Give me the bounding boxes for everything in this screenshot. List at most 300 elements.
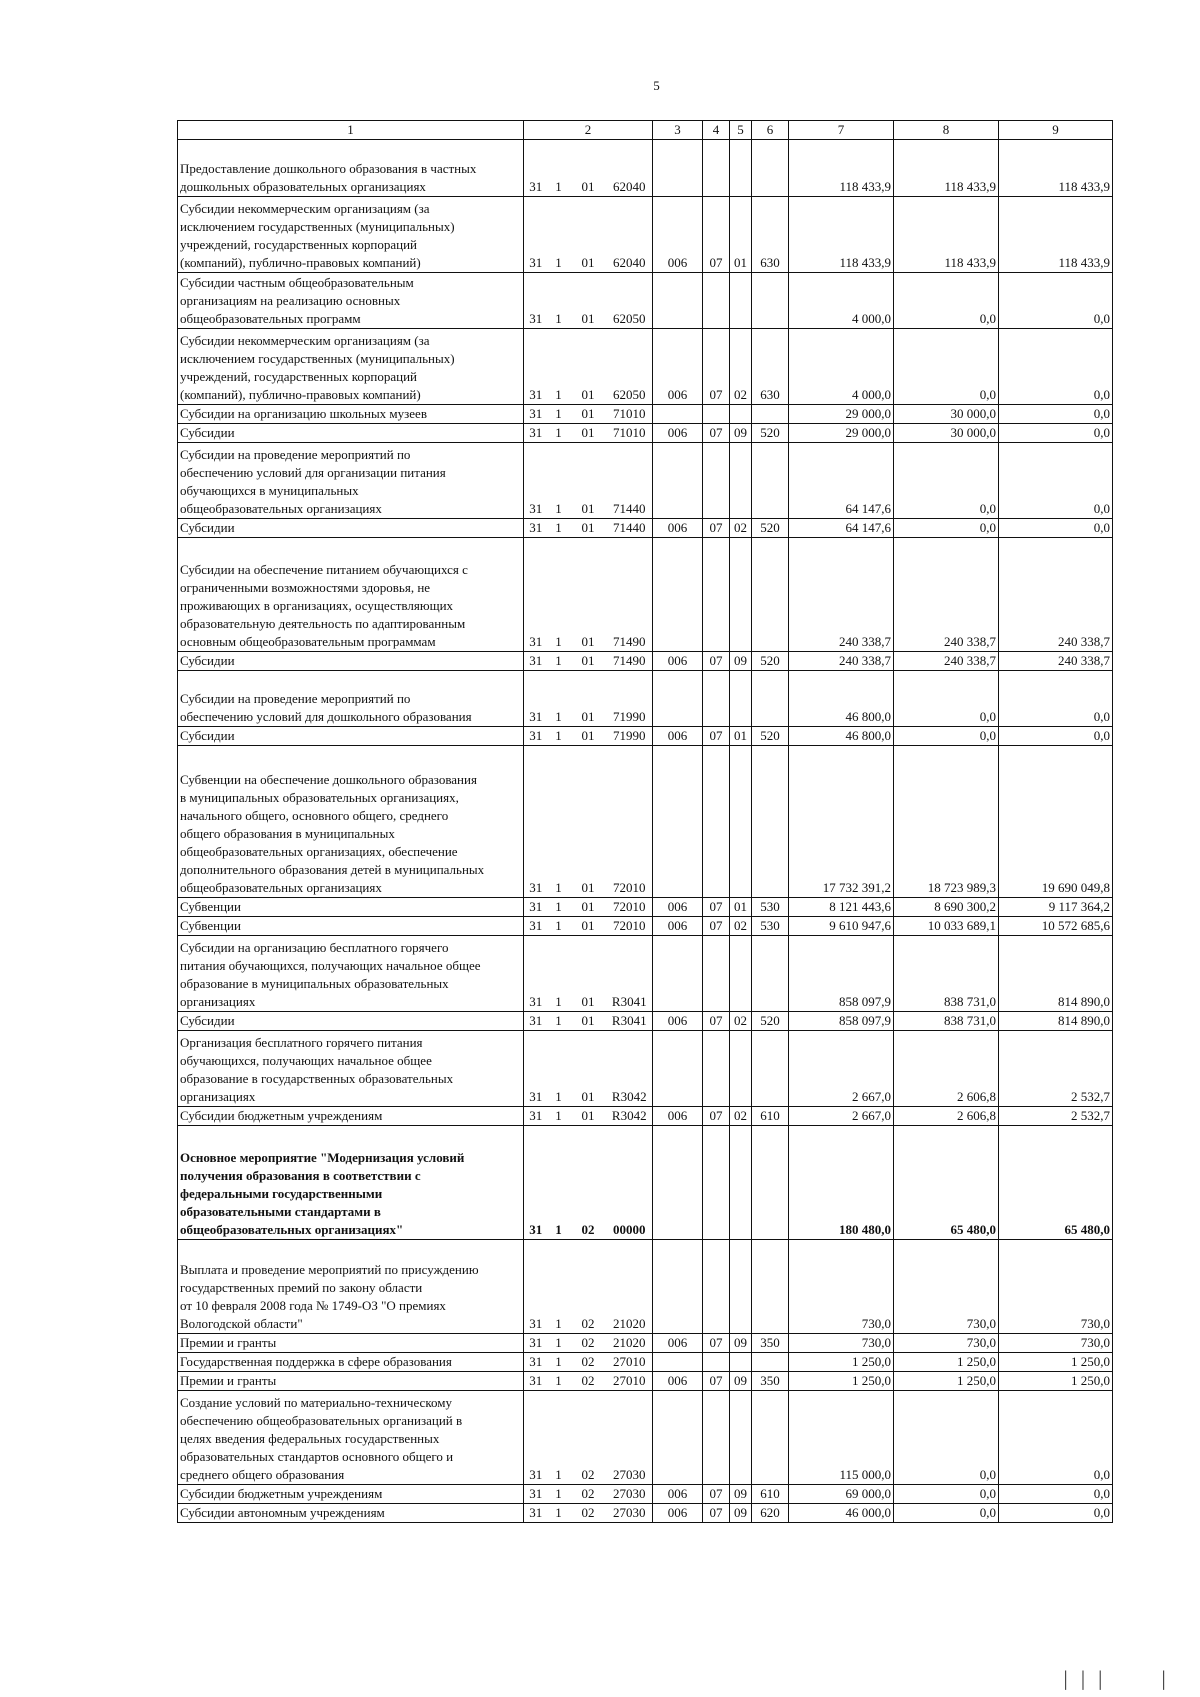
code-a-cell: 31 — [524, 1485, 548, 1504]
value-8-cell: 118 433,9 — [894, 197, 999, 273]
row-name-text: Субсидии на организацию бесплатного горячего питания обучающихся, получающих начальное общее образование в муниципальных образовательных организациях — [180, 940, 481, 1009]
row-name-text: Субсидии автономным учреждениям — [180, 1505, 385, 1520]
table-row — [178, 424, 1113, 443]
col-3-cell: 006 — [653, 1334, 703, 1353]
value-7-cell: 730,0 — [789, 1334, 894, 1353]
col-5-cell — [730, 1391, 752, 1485]
col-6-cell: 610 — [752, 1107, 789, 1126]
col-6-cell — [752, 1126, 789, 1240]
header-cell-5: 5 — [730, 121, 752, 140]
col-4-cell: 07 — [703, 329, 730, 405]
value-9-cell: 0,0 — [999, 1485, 1113, 1504]
code-c-cell: 01 — [570, 936, 607, 1012]
col-6-cell — [752, 1353, 789, 1372]
col-6-cell — [752, 443, 789, 519]
col-4-cell — [703, 936, 730, 1012]
value-8-cell: 18 723 989,3 — [894, 746, 999, 898]
col-5-cell — [730, 273, 752, 329]
col-3-cell — [653, 1391, 703, 1485]
code-a-cell: 31 — [524, 329, 548, 405]
col-6-cell — [752, 746, 789, 898]
budget-table — [177, 120, 1113, 1523]
code-b-cell: 1 — [548, 424, 570, 443]
row-name-text: Предоставление дошкольного образования в частных дошкольных образовательных организациях — [180, 161, 477, 194]
value-7-cell: 1 250,0 — [789, 1372, 894, 1391]
col-5-cell — [730, 1353, 752, 1372]
row-name-text: Премии и гранты — [180, 1373, 277, 1388]
row-name-cell — [178, 329, 524, 405]
value-8-cell: 1 250,0 — [894, 1372, 999, 1391]
value-8-cell: 240 338,7 — [894, 538, 999, 652]
value-9-cell: 730,0 — [999, 1334, 1113, 1353]
table-row — [178, 727, 1113, 746]
col-5-cell: 01 — [730, 197, 752, 273]
code-d-cell: 27030 — [607, 1391, 653, 1485]
col-3-cell: 006 — [653, 424, 703, 443]
code-b-cell: 1 — [548, 1353, 570, 1372]
code-c-cell: 02 — [570, 1240, 607, 1334]
code-d-cell: 72010 — [607, 898, 653, 917]
code-b-cell: 1 — [548, 1126, 570, 1240]
value-8-cell: 30 000,0 — [894, 424, 999, 443]
col-3-cell — [653, 273, 703, 329]
page-number: 5 — [653, 78, 660, 93]
row-name-text: Субсидии бюджетным учреждениям — [180, 1108, 383, 1123]
code-b-cell: 1 — [548, 405, 570, 424]
table-row — [178, 1012, 1113, 1031]
table-row — [178, 519, 1113, 538]
col-3-cell — [653, 671, 703, 727]
code-d-cell: 71010 — [607, 405, 653, 424]
row-name-text: Субвенции — [180, 899, 241, 914]
code-a-cell: 31 — [524, 1391, 548, 1485]
col-4-cell: 07 — [703, 424, 730, 443]
code-a-cell: 31 — [524, 140, 548, 197]
value-9-cell: 730,0 — [999, 1240, 1113, 1334]
row-name-text: Субсидии — [180, 425, 235, 440]
code-d-cell: 72010 — [607, 917, 653, 936]
row-name-cell — [178, 898, 524, 917]
value-9-cell: 0,0 — [999, 405, 1113, 424]
table-row — [178, 1372, 1113, 1391]
col-6-cell: 630 — [752, 197, 789, 273]
col-6-cell: 520 — [752, 424, 789, 443]
code-d-cell: 62050 — [607, 273, 653, 329]
code-b-cell: 1 — [548, 917, 570, 936]
col-5-cell: 02 — [730, 1107, 752, 1126]
code-d-cell: 72010 — [607, 746, 653, 898]
col-3-cell — [653, 1126, 703, 1240]
code-c-cell: 01 — [570, 273, 607, 329]
value-9-cell: 2 532,7 — [999, 1031, 1113, 1107]
code-a-cell: 31 — [524, 519, 548, 538]
row-name-cell — [178, 917, 524, 936]
row-name-cell — [178, 1372, 524, 1391]
code-d-cell: 71010 — [607, 424, 653, 443]
value-9-cell: 1 250,0 — [999, 1353, 1113, 1372]
code-b-cell: 1 — [548, 197, 570, 273]
value-7-cell: 118 433,9 — [789, 140, 894, 197]
row-name-text: Организация бесплатного горячего питания обучающихся, получающих начальное общее образование в государственных образовательных организациях — [180, 1035, 454, 1104]
col-5-cell — [730, 1031, 752, 1107]
value-8-cell: 0,0 — [894, 727, 999, 746]
header-cell-7: 7 — [789, 121, 894, 140]
row-name-text: Государственная поддержка в сфере образования — [180, 1354, 452, 1369]
value-8-cell: 65 480,0 — [894, 1126, 999, 1240]
value-9-cell: 19 690 049,8 — [999, 746, 1113, 898]
col-6-cell — [752, 671, 789, 727]
table-row — [178, 1485, 1113, 1504]
code-c-cell: 01 — [570, 1012, 607, 1031]
table-row — [178, 538, 1113, 652]
col-5-cell — [730, 936, 752, 1012]
col-3-cell: 006 — [653, 917, 703, 936]
row-name-cell — [178, 424, 524, 443]
code-c-cell: 01 — [570, 727, 607, 746]
value-9-cell: 118 433,9 — [999, 140, 1113, 197]
value-9-cell: 9 117 364,2 — [999, 898, 1113, 917]
code-d-cell: 71990 — [607, 671, 653, 727]
code-a-cell: 31 — [524, 727, 548, 746]
row-name-text: Субсидии — [180, 653, 235, 668]
table-body — [178, 140, 1113, 1523]
col-3-cell — [653, 746, 703, 898]
code-b-cell: 1 — [548, 443, 570, 519]
col-6-cell — [752, 405, 789, 424]
col-5-cell — [730, 443, 752, 519]
col-4-cell: 07 — [703, 727, 730, 746]
col-6-cell — [752, 936, 789, 1012]
value-9-cell: 2 532,7 — [999, 1107, 1113, 1126]
header-cell-9: 9 — [999, 121, 1113, 140]
code-c-cell: 01 — [570, 140, 607, 197]
row-name-text: Субсидии на проведение мероприятий по обеспечению условий для дошкольного образования — [180, 691, 472, 724]
value-8-cell: 838 731,0 — [894, 1012, 999, 1031]
code-d-cell: 27030 — [607, 1485, 653, 1504]
code-a-cell: 31 — [524, 1126, 548, 1240]
value-7-cell: 9 610 947,6 — [789, 917, 894, 936]
table-row — [178, 197, 1113, 273]
col-3-cell — [653, 405, 703, 424]
value-7-cell: 2 667,0 — [789, 1031, 894, 1107]
value-9-cell: 240 338,7 — [999, 652, 1113, 671]
col-3-cell: 006 — [653, 1485, 703, 1504]
row-name-cell — [178, 652, 524, 671]
value-7-cell: 240 338,7 — [789, 652, 894, 671]
value-8-cell: 30 000,0 — [894, 405, 999, 424]
row-name-cell — [178, 1391, 524, 1485]
table-row — [178, 1334, 1113, 1353]
value-9-cell: 65 480,0 — [999, 1126, 1113, 1240]
value-8-cell: 0,0 — [894, 1391, 999, 1485]
col-5-cell — [730, 671, 752, 727]
row-name-cell — [178, 671, 524, 727]
col-4-cell — [703, 671, 730, 727]
value-8-cell: 0,0 — [894, 329, 999, 405]
code-b-cell: 1 — [548, 652, 570, 671]
value-9-cell: 118 433,9 — [999, 197, 1113, 273]
code-d-cell: R3042 — [607, 1031, 653, 1107]
code-b-cell: 1 — [548, 1372, 570, 1391]
value-7-cell: 46 800,0 — [789, 671, 894, 727]
col-4-cell — [703, 1126, 730, 1240]
code-a-cell: 31 — [524, 652, 548, 671]
value-7-cell: 1 250,0 — [789, 1353, 894, 1372]
value-9-cell: 0,0 — [999, 727, 1113, 746]
code-d-cell: R3042 — [607, 1107, 653, 1126]
value-8-cell: 240 338,7 — [894, 652, 999, 671]
table-row — [178, 746, 1113, 898]
col-5-cell: 09 — [730, 1334, 752, 1353]
col-6-cell: 350 — [752, 1372, 789, 1391]
col-3-cell: 006 — [653, 197, 703, 273]
code-d-cell: 71440 — [607, 443, 653, 519]
col-6-cell: 350 — [752, 1334, 789, 1353]
code-c-cell: 02 — [570, 1353, 607, 1372]
row-name-cell — [178, 1334, 524, 1353]
row-name-cell — [178, 1012, 524, 1031]
code-c-cell: 01 — [570, 538, 607, 652]
col-6-cell: 520 — [752, 519, 789, 538]
code-c-cell: 02 — [570, 1372, 607, 1391]
value-8-cell: 10 033 689,1 — [894, 917, 999, 936]
row-name-cell — [178, 519, 524, 538]
value-9-cell: 0,0 — [999, 519, 1113, 538]
header-cell-3: 3 — [653, 121, 703, 140]
table-row — [178, 671, 1113, 727]
row-name-text: Субвенции — [180, 918, 241, 933]
scan-artifact-marks: │││ — [1060, 1672, 1113, 1689]
header-cell-4: 4 — [703, 121, 730, 140]
header-cell-2: 2 — [524, 121, 653, 140]
code-b-cell: 1 — [548, 727, 570, 746]
code-a-cell: 31 — [524, 405, 548, 424]
value-9-cell: 240 338,7 — [999, 538, 1113, 652]
code-d-cell: 62040 — [607, 140, 653, 197]
code-d-cell: 62040 — [607, 197, 653, 273]
code-b-cell: 1 — [548, 273, 570, 329]
value-7-cell: 2 667,0 — [789, 1107, 894, 1126]
col-5-cell — [730, 538, 752, 652]
row-name-text: Субсидии некоммерческим организациям (за исключением государственных (муниципальных) учреждений, государственных корпораций (компаний), публично-правовых компаний) — [180, 201, 455, 270]
value-9-cell: 0,0 — [999, 1504, 1113, 1523]
table-row — [178, 443, 1113, 519]
col-4-cell — [703, 1391, 730, 1485]
row-name-text: Субсидии бюджетным учреждениям — [180, 1486, 383, 1501]
col-3-cell: 006 — [653, 1107, 703, 1126]
col-6-cell — [752, 1031, 789, 1107]
col-4-cell: 07 — [703, 1107, 730, 1126]
value-7-cell: 64 147,6 — [789, 519, 894, 538]
table-row — [178, 917, 1113, 936]
col-5-cell — [730, 1126, 752, 1240]
code-a-cell: 31 — [524, 1012, 548, 1031]
col-5-cell: 02 — [730, 519, 752, 538]
code-b-cell: 1 — [548, 746, 570, 898]
col-3-cell: 006 — [653, 727, 703, 746]
code-d-cell: 62050 — [607, 329, 653, 405]
table-row — [178, 1107, 1113, 1126]
col-4-cell — [703, 443, 730, 519]
col-5-cell: 01 — [730, 727, 752, 746]
code-a-cell: 31 — [524, 671, 548, 727]
col-4-cell — [703, 1031, 730, 1107]
code-c-cell: 01 — [570, 519, 607, 538]
col-3-cell: 006 — [653, 329, 703, 405]
col-3-cell: 006 — [653, 1012, 703, 1031]
col-5-cell: 02 — [730, 329, 752, 405]
row-name-cell — [178, 1353, 524, 1372]
row-name-cell — [178, 140, 524, 197]
col-6-cell — [752, 1391, 789, 1485]
table-row — [178, 273, 1113, 329]
col-4-cell: 07 — [703, 917, 730, 936]
code-c-cell: 01 — [570, 746, 607, 898]
value-8-cell: 0,0 — [894, 519, 999, 538]
value-9-cell: 1 250,0 — [999, 1372, 1113, 1391]
col-5-cell — [730, 140, 752, 197]
value-7-cell: 118 433,9 — [789, 197, 894, 273]
col-3-cell — [653, 140, 703, 197]
col-6-cell: 520 — [752, 1012, 789, 1031]
row-name-cell — [178, 1126, 524, 1240]
code-c-cell: 02 — [570, 1504, 607, 1523]
value-7-cell: 4 000,0 — [789, 329, 894, 405]
col-6-cell: 610 — [752, 1485, 789, 1504]
col-3-cell: 006 — [653, 519, 703, 538]
col-4-cell — [703, 140, 730, 197]
col-5-cell: 02 — [730, 917, 752, 936]
col-4-cell: 07 — [703, 1012, 730, 1031]
code-a-cell: 31 — [524, 936, 548, 1012]
value-8-cell: 1 250,0 — [894, 1353, 999, 1372]
row-name-text: Субсидии — [180, 520, 235, 535]
col-3-cell — [653, 538, 703, 652]
col-6-cell: 520 — [752, 652, 789, 671]
value-8-cell: 2 606,8 — [894, 1031, 999, 1107]
col-5-cell — [730, 746, 752, 898]
value-8-cell: 730,0 — [894, 1240, 999, 1334]
row-name-text: Субсидии на организацию школьных музеев — [180, 406, 427, 421]
code-a-cell: 31 — [524, 898, 548, 917]
row-name-cell — [178, 197, 524, 273]
code-a-cell: 31 — [524, 1031, 548, 1107]
row-name-cell — [178, 746, 524, 898]
row-name-cell — [178, 1504, 524, 1523]
code-a-cell: 31 — [524, 443, 548, 519]
value-7-cell: 17 732 391,2 — [789, 746, 894, 898]
table-row — [178, 1504, 1113, 1523]
col-4-cell: 07 — [703, 1485, 730, 1504]
value-9-cell: 0,0 — [999, 424, 1113, 443]
table-row — [178, 405, 1113, 424]
row-name-cell — [178, 936, 524, 1012]
table-row — [178, 1353, 1113, 1372]
code-a-cell: 31 — [524, 1107, 548, 1126]
code-a-cell: 31 — [524, 1504, 548, 1523]
code-b-cell: 1 — [548, 898, 570, 917]
code-c-cell: 01 — [570, 329, 607, 405]
value-8-cell: 0,0 — [894, 443, 999, 519]
col-4-cell — [703, 273, 730, 329]
table-row — [178, 1126, 1113, 1240]
code-b-cell: 1 — [548, 1391, 570, 1485]
code-d-cell: 21020 — [607, 1240, 653, 1334]
header-cell-6: 6 — [752, 121, 789, 140]
col-3-cell: 006 — [653, 1372, 703, 1391]
code-c-cell: 01 — [570, 424, 607, 443]
row-name-cell — [178, 273, 524, 329]
table-row — [178, 936, 1113, 1012]
col-5-cell: 09 — [730, 652, 752, 671]
col-3-cell — [653, 1031, 703, 1107]
code-c-cell: 01 — [570, 1107, 607, 1126]
code-b-cell: 1 — [548, 1031, 570, 1107]
value-7-cell: 29 000,0 — [789, 424, 894, 443]
col-5-cell — [730, 1240, 752, 1334]
value-8-cell: 730,0 — [894, 1334, 999, 1353]
value-9-cell: 0,0 — [999, 273, 1113, 329]
col-4-cell — [703, 538, 730, 652]
code-b-cell: 1 — [548, 329, 570, 405]
row-name-text: Субсидии — [180, 1013, 235, 1028]
code-b-cell: 1 — [548, 1012, 570, 1031]
code-c-cell: 01 — [570, 405, 607, 424]
code-d-cell: R3041 — [607, 1012, 653, 1031]
code-c-cell: 01 — [570, 1031, 607, 1107]
code-d-cell: 71490 — [607, 538, 653, 652]
code-b-cell: 1 — [548, 1504, 570, 1523]
code-a-cell: 31 — [524, 746, 548, 898]
row-name-cell — [178, 1240, 524, 1334]
code-d-cell: R3041 — [607, 936, 653, 1012]
col-4-cell: 07 — [703, 1372, 730, 1391]
col-5-cell: 09 — [730, 1504, 752, 1523]
value-7-cell: 240 338,7 — [789, 538, 894, 652]
row-name-text: Субсидии на обеспечение питанием обучающихся с ограниченными возможностями здоровья, не проживающих в организациях, осуществляющих образовательную деятельность по адаптированным основным общеобразовательным программам — [180, 562, 468, 649]
value-9-cell: 0,0 — [999, 1391, 1113, 1485]
code-b-cell: 1 — [548, 1240, 570, 1334]
code-d-cell: 00000 — [607, 1126, 653, 1240]
header-row — [178, 121, 1113, 140]
col-3-cell: 006 — [653, 898, 703, 917]
col-4-cell — [703, 1353, 730, 1372]
row-name-cell — [178, 443, 524, 519]
code-d-cell: 71990 — [607, 727, 653, 746]
scan-artifact-mark: │ — [1158, 1672, 1170, 1689]
col-6-cell — [752, 140, 789, 197]
value-7-cell: 115 000,0 — [789, 1391, 894, 1485]
row-name-text: Субсидии — [180, 728, 235, 743]
value-8-cell: 2 606,8 — [894, 1107, 999, 1126]
code-d-cell: 71490 — [607, 652, 653, 671]
code-c-cell: 01 — [570, 197, 607, 273]
col-5-cell: 09 — [730, 1485, 752, 1504]
col-4-cell: 07 — [703, 1504, 730, 1523]
col-3-cell — [653, 1240, 703, 1334]
value-7-cell: 64 147,6 — [789, 443, 894, 519]
code-b-cell: 1 — [548, 538, 570, 652]
table-row — [178, 898, 1113, 917]
value-7-cell: 46 800,0 — [789, 727, 894, 746]
value-7-cell: 29 000,0 — [789, 405, 894, 424]
code-d-cell: 27030 — [607, 1504, 653, 1523]
code-b-cell: 1 — [548, 1107, 570, 1126]
header-cell-8: 8 — [894, 121, 999, 140]
row-name-cell — [178, 727, 524, 746]
value-8-cell: 838 731,0 — [894, 936, 999, 1012]
col-6-cell: 630 — [752, 329, 789, 405]
